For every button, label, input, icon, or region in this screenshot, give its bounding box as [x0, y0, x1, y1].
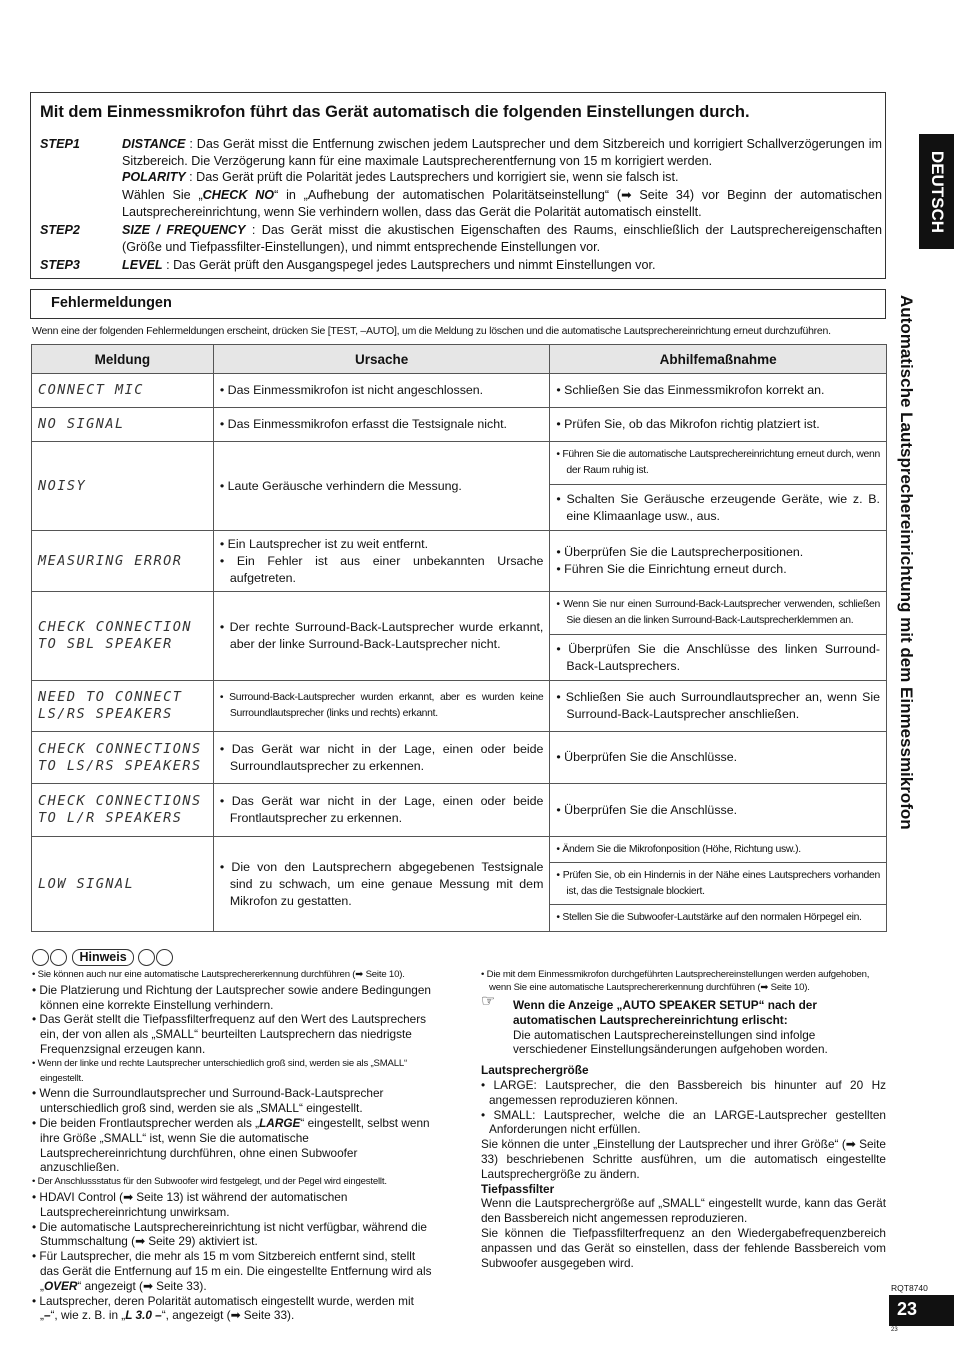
page-number: 23 [897, 1299, 918, 1319]
notes-right-column [481, 968, 886, 1270]
speaker-size-heading: Lautsprechergröße [481, 1063, 589, 1078]
error-remedy: • Überprüfen Sie die Lautsprecherpositionen. • Führen Sie die Einrichtung erneut durch. [550, 531, 887, 592]
table-row [32, 784, 887, 837]
error-remedy: • Überprüfen Sie die Anschlüsse des linken Surround-Back-Lautsprechers. [550, 635, 887, 681]
list-item: • SMALL: Lautsprecher, welche die an LARGE-Lautsprecher gestellten Anforderungen nicht erfüllen. [481, 1107, 886, 1137]
list-item: • Die beiden Frontlautsprecher werden als „LARGE“ eingestellt, selbst wenn ihre Größe „SMALL“ ist, wenn Sie die automatische Lautsprechereinrichtung durchführen, ohne einen Subwoofer anzuschließen. [32, 1115, 430, 1175]
auto-settings-heading: Mit dem Einmessmikrofon führt das Gerät automatisch die folgenden Einstellungen durch. [40, 103, 750, 121]
error-cause: • Surround-Back-Lautsprecher wurden erkannt, aber es wurden keine Surroundlautsprecher (links und rechts) erkannt. [213, 681, 550, 732]
error-remedy: • Prüfen Sie, ob ein Hindernis in der Nähe eines Lautsprechers vorhanden ist, das die Testsignale blockiert. [550, 863, 887, 905]
step-text: DISTANCE : Das Gerät misst die Entfernung zwischen jedem Lautsprecher und dem Sitzbereich und korrigiert Schallverzögerungen im Sitzbereich. Die Verzögerung kann für eine maximale Lautsprecherentfernung von 15 m korrigiert werden. [122, 137, 882, 168]
list-item: • Die mit dem Einmessmikrofon durchgeführten Lautsprechereinstellungen werden aufgehoben, wenn Sie eine automatische Lautsprechererkennung durchführen (➡ Seite 10). [481, 969, 870, 993]
page-number-box [889, 1295, 954, 1326]
error-message: CHECK CONNECTIONS TO LS/RS SPEAKERS [32, 732, 214, 784]
side-section-title: Automatische Lautsprechereinrichtung mit dem Einmessmikrofon [897, 295, 916, 830]
table-row [32, 681, 887, 732]
language-tab: DEUTSCH [919, 134, 954, 249]
error-message: MEASURING ERROR [32, 531, 214, 592]
table-row [32, 374, 887, 408]
notes-label: Hinweis [72, 949, 133, 966]
table-row [32, 408, 887, 442]
speaker-size-text: Sie können die unter „Einstellung der Lautsprecher und ihrer Größe“ (➡ Seite 33) beschriebenen Schritte ausführen, um die automatisch eingestellte Lautsprechergröße zu ändern. [481, 1137, 886, 1181]
error-cause: • Das Gerät war nicht in der Lage, einen oder beide Frontlautsprecher zu erkennen. [213, 784, 550, 837]
decor-circle-icon [138, 949, 155, 966]
auto-setup-heading: Wenn die Anzeige „AUTO SPEAKER SETUP“ nach der automatischen Lautsprechereinrichtung erlischt: [513, 998, 817, 1027]
error-remedy: • Schalten Sie Geräusche erzeugende Geräte, wie z. B. eine Klimaanlage usw., aus. [550, 485, 887, 531]
notes-left-column [32, 968, 432, 1323]
error-message: NEED TO CONNECT LS/RS SPEAKERS [32, 681, 214, 732]
step3-row [40, 257, 885, 274]
error-remedy: • Schließen Sie das Einmessmikrofon korrekt an. [550, 374, 887, 408]
error-cause: • Das Gerät war nicht in der Lage, einen oder beide Surroundlautsprecher zu erkennen. [213, 732, 550, 784]
check-no-row [40, 187, 885, 221]
error-remedy: • Überprüfen Sie die Anschlüsse. [550, 732, 887, 784]
error-cause: • Ein Lautsprecher ist zu weit entfernt. • Ein Fehler ist aus einer unbekannten Ursache aufgetreten. [213, 531, 550, 592]
step-label: STEP1 [40, 137, 80, 151]
auto-setup-note [481, 993, 886, 1057]
tiny-page-number: 23 [891, 1327, 898, 1333]
lowpass-text: Sie können die Tiefpassfilterfrequenz an den Wiedergabefrequenzbereich anpassen und das Gerät so einstellen, dass der fehlende Bassbereich vom Subwoofer ausgegeben wird. [481, 1225, 886, 1270]
auto-settings-box [30, 92, 886, 279]
table-header-row [32, 345, 887, 374]
error-message: LOW SIGNAL [32, 837, 214, 932]
decor-circle-icon [156, 949, 173, 966]
table-row [32, 531, 887, 592]
table-row [32, 732, 887, 784]
error-message: CONNECT MIC [32, 374, 214, 408]
error-cause: • Laute Geräusche verhindern die Messung. [213, 442, 550, 531]
step2-row [40, 222, 885, 256]
list-item: • Der Anschlussstatus für den Subwoofer wird festgelegt, und der Pegel wird eingestellt. [32, 1176, 387, 1188]
step-label: STEP2 [40, 223, 80, 237]
auto-setup-text: Die automatischen Lautsprechereinstellungen sind infolge verschiedener Einstellungsänderungen aufgehoben worden. [513, 1027, 828, 1057]
lowpass-heading: Tiefpassfilter [481, 1181, 555, 1196]
error-message: CHECK CONNECTIONS TO L/R SPEAKERS [32, 784, 214, 837]
step1-row [40, 136, 885, 170]
table-row [32, 442, 887, 485]
list-item: • Die Platzierung und Richtung der Lautsprecher sowie andere Bedingungen können eine korrekte Einstellung verhindern. [32, 982, 431, 1012]
polarity-row [40, 169, 885, 186]
column-header: Meldung [32, 345, 214, 374]
list-item: • Die automatische Lautsprechereinrichtung ist nicht verfügbar, während die Stummschaltung (➡ Seite 29) aktiviert ist. [32, 1219, 427, 1249]
list-item: • Lautsprecher, deren Polarität automatisch eingestellt wurde, werden mit „–“, wie z. B. in „L 3.0 –“, angezeigt (➡ Seite 33). [32, 1293, 414, 1323]
column-header: Ursache [213, 345, 550, 374]
error-table [31, 344, 887, 932]
error-cause: • Der rechte Surround-Back-Lautsprecher wurde erkannt, aber der linke Surround-Back-Lautsprecher nicht. [213, 592, 550, 681]
error-cause: • Die von den Lautsprechern abgegebenen Testsignale sind zu schwach, um eine genaue Messung mit dem Mikrofon zu gestatten. [213, 837, 550, 932]
list-item: • Wenn die Surroundlautsprecher und Surround-Back-Lautsprecher unterschiedlich groß sind, werden sie als „SMALL“ eingestellt. [32, 1086, 384, 1116]
error-cause: • Das Einmessmikrofon erfasst die Testsignale nicht. [213, 408, 550, 442]
error-message: CHECK CONNECTION TO SBL SPEAKER [32, 592, 214, 681]
table-row [32, 837, 887, 863]
error-remedy: • Führen Sie die automatische Lautsprechereinrichtung erneut durch, wenn der Raum ruhig ist. [550, 442, 887, 485]
table-row [32, 592, 887, 635]
list-item: • HDAVI Control (➡ Seite 13) ist während der automatischen Lautsprechereinrichtung unwirksam. [32, 1189, 348, 1219]
error-remedy: • Wenn Sie nur einen Surround-Back-Lautsprecher verwenden, schließen Sie diesen an die linken Surround-Back-Lautsprecherklemmen an. [550, 592, 887, 635]
hand-pointer-icon: ☞ [481, 993, 496, 1010]
step-text: Wählen Sie „CHECK NO“ in „Aufhebung der automatischen Polaritätseinstellung“ (➡ Seite 34) vor Beginn der automatischen Lautsprechereinrichtung, wenn Sie verhindern wollen, dass das Gerät die Polarität automatisch einstellt. [122, 188, 883, 219]
error-remedy: • Schließen Sie auch Surroundlautsprecher an, wenn Sie Surround-Back-Lautsprecher anschließen. [550, 681, 887, 732]
error-section-header [30, 289, 886, 319]
error-message: NOISY [32, 442, 214, 531]
error-remedy: • Ändern Sie die Mikrofonposition (Höhe, Richtung usw.). [550, 837, 887, 863]
error-intro-text: Wenn eine der folgenden Fehlermeldungen erscheint, drücken Sie [TEST, –AUTO], um die Meldung zu löschen und die automatische Lautsprechereinrichtung erneut durchzuführen. [32, 325, 831, 337]
error-remedy: • Stellen Sie die Subwoofer-Lautstärke auf den normalen Hörpegel ein. [550, 905, 887, 932]
document-code: RQT8740 [891, 1283, 928, 1293]
list-item: • Wenn der linke und rechte Lautsprecher unterschiedlich groß sind, werden sie als „SMALL“ eingestellt. [32, 1057, 407, 1084]
step-text: LEVEL : Das Gerät prüft den Ausgangspegel jedes Lautsprechers und nimmt Einstellungen vor. [122, 258, 656, 272]
error-message: NO SIGNAL [32, 408, 214, 442]
step-text: POLARITY : Das Gerät prüft die Polarität jedes Lautsprechers und korrigiert sie, wenn sie falsch ist. [122, 170, 679, 184]
lowpass-text: Wenn die Lautsprechergröße auf „SMALL“ eingestellt wurde, kann das Gerät den Bassbereich nicht angemessen reproduzieren. [481, 1196, 886, 1226]
decor-circle-icon [32, 949, 49, 966]
decor-circle-icon [50, 949, 67, 966]
notes-header [32, 949, 174, 967]
step-label: STEP3 [40, 258, 80, 272]
step-text: SIZE / FREQUENCY : Das Gerät misst die akustischen Eigenschaften des Raums, einschließlich der Lautsprechereigenschaften (Größe und Tiefpassfilter-Einstellungen), und nimmt entsprechende Einstellungen vor. [122, 223, 882, 254]
list-item: • Das Gerät stellt die Tiefpassfilterfrequenz auf den Wert des Lautsprechers ein, der von allen als „SMALL“ beurteilten Lautsprechern das niedrigste Frequenzsignal erzeugen kann. [32, 1012, 427, 1056]
error-remedy: • Prüfen Sie, ob das Mikrofon richtig platziert ist. [550, 408, 887, 442]
error-remedy: • Überprüfen Sie die Anschlüsse. [550, 784, 887, 837]
column-header: Abhilfemaßnahme [550, 345, 887, 374]
error-section-title: Fehlermeldungen [51, 295, 172, 311]
list-item: • LARGE: Lautsprecher, die den Bassbereich bis hinunter auf 20 Hz angemessen reproduzieren können. [481, 1077, 886, 1107]
list-item: • Sie können auch nur eine automatische Lautsprechererkennung durchführen (➡ Seite 10). [32, 969, 405, 980]
error-cause: • Das Einmessmikrofon ist nicht angeschlossen. [213, 374, 550, 408]
list-item: • Für Lautsprecher, die mehr als 15 m vom Sitzbereich entfernt sind, stellt das Gerät die Entfernung auf 15 m ein. Die eingestellte Entfernung wird als „OVER“ angezeigt (➡ Seite 33). [32, 1249, 432, 1293]
